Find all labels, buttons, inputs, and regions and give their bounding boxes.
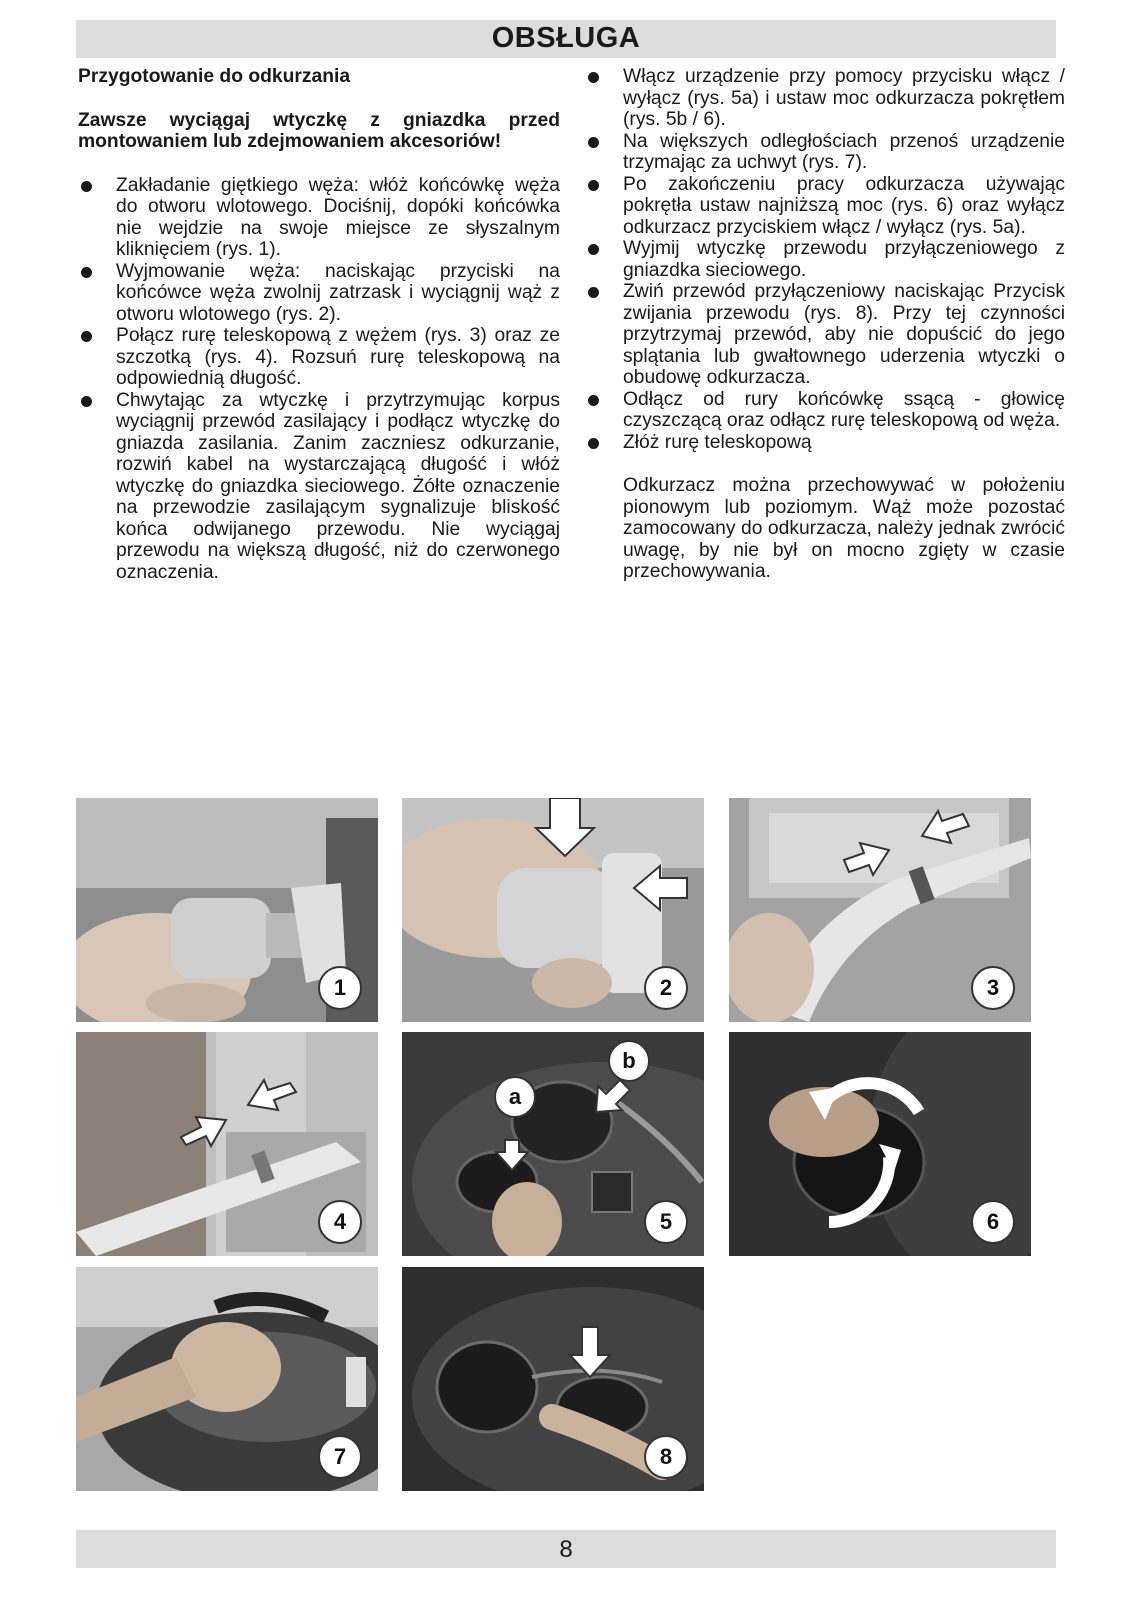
list-item-text: Chwytając za wtyczkę i przytrzymując korpus wyciągnij przewód zasilający i podłącz wtyczkę do gniazda zasilania. Zanim zaczniesz odkurzanie, rozwiń kabel na wystarczającą długość i włóż wtyczkę do gniazdka sieciowego. Żółte oznaczenie na przewodzie zasilającym sygnalizuje bliskość końca odwijanego przewodu. Nie wyciągaj przewodu na większą długość, niż do czerwonego oznaczenia. [116, 389, 560, 583]
figure-number: 6 [971, 1200, 1015, 1244]
left-column [78, 66, 560, 583]
bullet-icon [588, 180, 599, 191]
list-item-text: Po zakończeniu pracy odkurzacza używając pokrętła ustaw najniższą moc (rys. 6) oraz wyłącz odkurzacz przyciskiem włącz / wyłącz (rys. 5a). [623, 173, 1065, 238]
list-item [78, 261, 560, 326]
figure-number: 2 [644, 966, 688, 1010]
bullet-icon [81, 267, 92, 278]
figure-2 [402, 798, 704, 1022]
list-item [78, 390, 560, 584]
figure-number: 4 [318, 1200, 362, 1244]
bullet-icon [588, 438, 599, 449]
warning-text: Zawsze wyciągaj wtyczkę z gniazdka przed montowaniem lub zdejmowaniem akcesoriów! [78, 109, 560, 152]
list-item-text: Złóż rurę teleskopową [623, 431, 812, 453]
list-item-text: Zwiń przewód przyłączeniowy naciskając Przycisk zwijania przewodu (rys. 8). Przy tej czynności przytrzymaj przewód, aby nie dopuścić do jego splątania lub gwałtownego uderzenia wtyczki o obudowę odkurzacza. [623, 281, 1065, 388]
figure-letter-a: a [494, 1076, 536, 1118]
figure-number: 1 [318, 966, 362, 1010]
list-item [78, 175, 560, 261]
list-item [585, 432, 1065, 454]
section-heading: Przygotowanie do odkurzania [78, 66, 351, 87]
list-item-text: Połącz rurę teleskopową z wężem (rys. 3) oraz ze szczotką (rys. 4). Rozsuń rurę teleskopową na odpowiednią długość. [116, 325, 560, 389]
list-item [585, 66, 1065, 131]
list-item-text: Odłącz od rury końcówkę ssącą - głowicę czyszczącą oraz odłącz rurę teleskopową od węża. [623, 388, 1065, 431]
list-item-text: Włącz urządzenie przy pomocy przycisku włącz / wyłącz (rys. 5a) i ustaw moc odkurzacza pokrętłem (rys. 5b / 6). [623, 66, 1065, 130]
footer-bar [76, 1530, 1056, 1568]
right-bullet-list [585, 66, 1065, 453]
figure-4 [76, 1032, 378, 1256]
bullet-icon [588, 72, 599, 83]
figure-number: 7 [318, 1435, 362, 1479]
bullet-icon [81, 181, 92, 192]
left-bullet-list [78, 175, 560, 584]
page-number: 8 [559, 1536, 573, 1563]
list-item-text: Zakładanie giętkiego węża: włóż końcówkę węża do otworu wlotowego. Dociśnij, dopóki końcówka nie wejdzie na swoje miejsce ze słyszalnym kliknięciem (rys. 1). [116, 174, 560, 260]
list-item [585, 174, 1065, 239]
list-item-text: Wyjmowanie węża: naciskając przyciski na końcówce węża zwolnij zatrzask i wyciągnij wąż z otworu wlotowego (rys. 2). [116, 260, 560, 325]
bullet-icon [588, 244, 599, 255]
list-item-text: Na większych odległościach przenoś urządzenie trzymając za uchwyt (rys. 7). [623, 130, 1065, 173]
storage-note: Odkurzacz można przechowywać w położeniu pionowym lub poziomym. Wąż może pozostać zamocowany do odkurzacza, należy jednak zwrócić uwagę, by nie był on mocno zgięty w czasie przechowywania. [623, 475, 1065, 582]
figure-7 [76, 1267, 378, 1491]
figure-number: 5 [644, 1200, 688, 1244]
list-item [585, 238, 1065, 281]
header-bar [76, 20, 1056, 58]
figure-1 [76, 798, 378, 1022]
figure-6 [729, 1032, 1031, 1256]
figure-5 [402, 1032, 704, 1256]
list-item [585, 281, 1065, 389]
bullet-icon [81, 331, 92, 342]
bullet-icon [588, 395, 599, 406]
bullet-icon [588, 137, 599, 148]
bullet-icon [81, 396, 92, 407]
list-item [585, 131, 1065, 174]
figure-number: 3 [971, 966, 1015, 1010]
list-item [585, 389, 1065, 432]
figure-8 [402, 1267, 704, 1491]
bullet-icon [588, 287, 599, 298]
list-item [78, 325, 560, 390]
page-title: OBSŁUGA [491, 22, 641, 54]
list-item-text: Wyjmij wtyczkę przewodu przyłączeniowego z gniazdka sieciowego. [623, 238, 1065, 281]
figure-3 [729, 798, 1031, 1022]
figure-number: 8 [644, 1435, 688, 1479]
right-column [585, 66, 1065, 583]
figure-letter-b: b [608, 1040, 650, 1082]
